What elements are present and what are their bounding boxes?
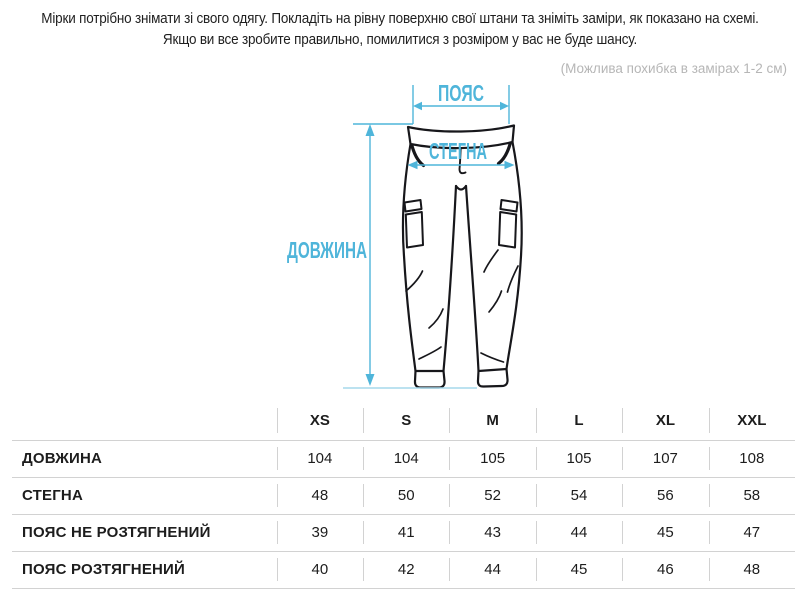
- size-value-cell: 56: [622, 477, 708, 514]
- size-value-cell: 44: [449, 551, 535, 588]
- size-column-header: XS: [277, 402, 363, 440]
- size-value-cell: 105: [536, 440, 622, 477]
- length-arrowhead-up: [366, 124, 375, 136]
- waist-arrowhead-left: [413, 102, 422, 110]
- instructions-line-1: Мірки потрібно знімати зі свого одягу. Покладіть на рівну поверхню свої штани та зніміть заміри, як показано на схемі.: [41, 11, 759, 27]
- waist-label: ПОЯС: [438, 80, 484, 106]
- size-value-cell: 104: [277, 440, 363, 477]
- size-value-cell: 47: [709, 514, 795, 551]
- size-value-cell: 40: [277, 551, 363, 588]
- size-value-cell: 54: [536, 477, 622, 514]
- size-table-header-row: [12, 402, 795, 440]
- row-label: СТЕГНА: [12, 477, 277, 514]
- tolerance-note: (Можлива похибка в замірах 1-2 см): [560, 61, 787, 76]
- waist-arrowhead-right: [500, 102, 509, 110]
- cuff-right: [478, 369, 508, 387]
- size-value-cell: 104: [363, 440, 449, 477]
- pants-left-inner-seam: [444, 186, 457, 371]
- size-value-cell: 46: [622, 551, 708, 588]
- size-value-cell: 44: [536, 514, 622, 551]
- size-value-cell: 43: [449, 514, 535, 551]
- row-label: ПОЯС РОЗТЯГНЕНИЙ: [12, 551, 277, 588]
- size-value-cell: 48: [709, 551, 795, 588]
- instructions-line-2: Якщо ви все зробите правильно, помилитися з розміром у вас не буде шансу.: [162, 32, 638, 48]
- size-value-cell: 58: [709, 477, 795, 514]
- cuff-left: [415, 371, 445, 388]
- length-label: ДОВЖИНА: [287, 237, 367, 263]
- hips-arrowhead-right: [505, 161, 515, 169]
- size-value-cell: 45: [622, 514, 708, 551]
- hips-label: СТЕГНА: [429, 138, 487, 164]
- hips-arrowhead-left: [408, 161, 418, 169]
- pants-diagram-svg: [280, 76, 560, 400]
- size-column-header: XXL: [709, 402, 795, 440]
- pants-right-inner-seam: [466, 186, 479, 371]
- cargo-pocket-right: [499, 200, 518, 248]
- row-label: ДОВЖИНА: [12, 440, 277, 477]
- size-value-cell: 105: [449, 440, 535, 477]
- size-column-header: XL: [622, 402, 708, 440]
- pants-right-outer-seam: [507, 142, 522, 369]
- size-value-cell: 50: [363, 477, 449, 514]
- table-row-waist-unstretched: [12, 514, 795, 551]
- size-value-cell: 42: [363, 551, 449, 588]
- measurement-instructions: [0, 0, 800, 51]
- pants-left-outer-seam: [403, 144, 416, 371]
- row-label: ПОЯС НЕ РОЗТЯГНЕНИЙ: [12, 514, 277, 551]
- size-value-cell: 107: [622, 440, 708, 477]
- size-value-cell: 108: [709, 440, 795, 477]
- size-column-header: M: [449, 402, 535, 440]
- size-value-cell: 52: [449, 477, 535, 514]
- size-column-header: L: [536, 402, 622, 440]
- table-row-waist-stretched: [12, 551, 795, 588]
- size-value-cell: 41: [363, 514, 449, 551]
- table-row-hips: [12, 477, 795, 514]
- size-value-cell: 39: [277, 514, 363, 551]
- size-table: [12, 402, 795, 589]
- size-value-cell: 48: [277, 477, 363, 514]
- pants-crotch-seam: [456, 186, 466, 190]
- length-arrowhead-down: [366, 374, 375, 386]
- size-value-cell: 45: [536, 551, 622, 588]
- size-column-header: S: [363, 402, 449, 440]
- cargo-pocket-left: [405, 200, 424, 248]
- pants-measurement-diagram: [0, 76, 800, 402]
- table-row-length: [12, 440, 795, 477]
- size-table-corner-cell: [12, 402, 277, 440]
- fabric-folds: [406, 250, 518, 362]
